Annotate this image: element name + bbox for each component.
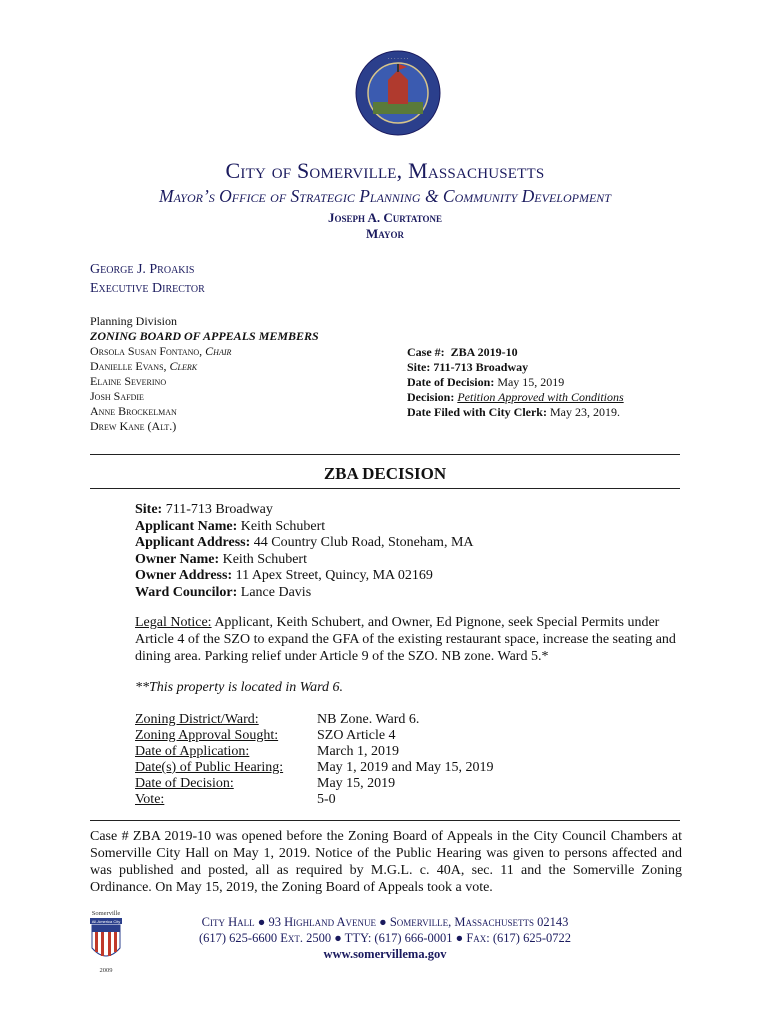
legal-notice-text: Applicant, Keith Schubert, and Owner, Ed Pignone, seek Special Permits under Article 4 of the SZO to expand the GFA of the existing restaurant space, increase the seating and dining area. Parking relief under Article 9 of the SZO. NB zone. Ward 5.*	[135, 615, 676, 664]
executive-director-name: George J. Proakis	[90, 262, 195, 277]
zoning-row: Date of Decision: May 15, 2019	[135, 776, 396, 791]
svg-text:Somerville: Somerville	[91, 910, 121, 917]
ward-note: **This property is located in Ward 6.	[135, 680, 344, 695]
case-number: Case #: ZBA 2019-10	[407, 345, 518, 359]
board-member: Elaine Severino	[90, 374, 167, 388]
divider	[90, 454, 680, 455]
board-member: Anne Brockelman	[90, 404, 177, 418]
detail-site: Site: 711-713 Broadway	[135, 502, 273, 517]
planning-division: Planning Division	[90, 314, 178, 328]
case-info-block	[407, 345, 624, 420]
case-date-filed: Date Filed with City Clerk: May 23, 2019.	[407, 405, 620, 419]
seal-text: · · · · · · ·	[387, 56, 409, 62]
footer-address: City Hall ● 93 Highland Avenue ● Somerville, Massachusetts 02143	[201, 915, 569, 929]
office-title: Mayor’s Office of Strategic Planning & Community Development	[159, 186, 611, 206]
zoning-row: Vote: 5-0	[135, 792, 336, 807]
footer-phone: (617) 625-6600 Ext. 2500 ● TTY: (617) 666-0001 ● Fax: (617) 625-0722	[198, 931, 572, 945]
case-site: Site: 711-713 Broadway	[407, 360, 529, 374]
case-date-of-decision: Date of Decision: May 15, 2019	[407, 375, 565, 389]
all-america-city-logo	[84, 908, 128, 974]
divider	[90, 488, 680, 489]
zoning-row: Date(s) of Public Hearing: May 1, 2019 and May 15, 2019	[135, 760, 494, 775]
board-heading: ZONING BOARD OF APPEALS MEMBERS	[90, 329, 319, 343]
divider	[90, 820, 680, 821]
city-seal	[355, 50, 441, 136]
svg-text:All-America City: All-America City	[91, 919, 121, 924]
legal-notice	[135, 614, 680, 665]
zoning-row: Zoning District/Ward: NB Zone. Ward 6.	[135, 712, 420, 727]
case-decision: Decision: Petition Approved with Conditions	[407, 390, 624, 404]
zoning-row: Zoning Approval Sought: SZO Article 4	[135, 728, 396, 743]
city-title: City of Somerville, Massachusetts	[225, 158, 545, 183]
detail-owner-name: Owner Name: Keith Schubert	[135, 551, 307, 567]
svg-text:2009: 2009	[99, 967, 113, 974]
executive-director-title: Executive Director	[90, 281, 205, 296]
footer-website-link[interactable]: www.somervillema.gov	[323, 947, 447, 961]
details-block	[135, 502, 474, 601]
board-members-block	[90, 314, 319, 434]
mayor-title: Mayor	[366, 226, 404, 241]
detail-applicant-name: Applicant Name: Keith Schubert	[135, 518, 326, 534]
board-member: Orsola Susan Fontano, Chair	[90, 344, 232, 358]
legal-notice-label: Legal Notice:	[135, 615, 212, 630]
decision-title: ZBA DECISION	[323, 464, 447, 483]
body-paragraph: Case # ZBA 2019-10 was opened before the Zoning Board of Appeals in the City Council Chambers at Somerville City Hall on May 1, 2019. Notice of the Public Hearing was given to persons affected and was published and posted, all as required by M.G.L. c. 40A, sec. 11 and the Somerville Zoning Ordinance. On May 15, 2019, the Zoning Board of Appeals took a vote.	[90, 829, 682, 895]
detail-applicant-address: Applicant Address: 44 Country Club Road, Stoneham, MA	[135, 535, 474, 550]
zoning-row: Date of Application: March 1, 2019	[135, 744, 400, 759]
mayor-name: Joseph A. Curtatone	[327, 210, 442, 225]
zoning-table	[135, 712, 494, 808]
board-member: Drew Kane (Alt.)	[90, 419, 177, 433]
board-member: Josh Safdie	[90, 389, 144, 403]
detail-ward-councilor: Ward Councilor: Lance Davis	[135, 584, 312, 600]
board-member: Danielle Evans, Clerk	[90, 359, 198, 373]
detail-owner-address: Owner Address: 11 Apex Street, Quincy, MA 02169	[135, 568, 433, 583]
footer	[180, 914, 590, 962]
